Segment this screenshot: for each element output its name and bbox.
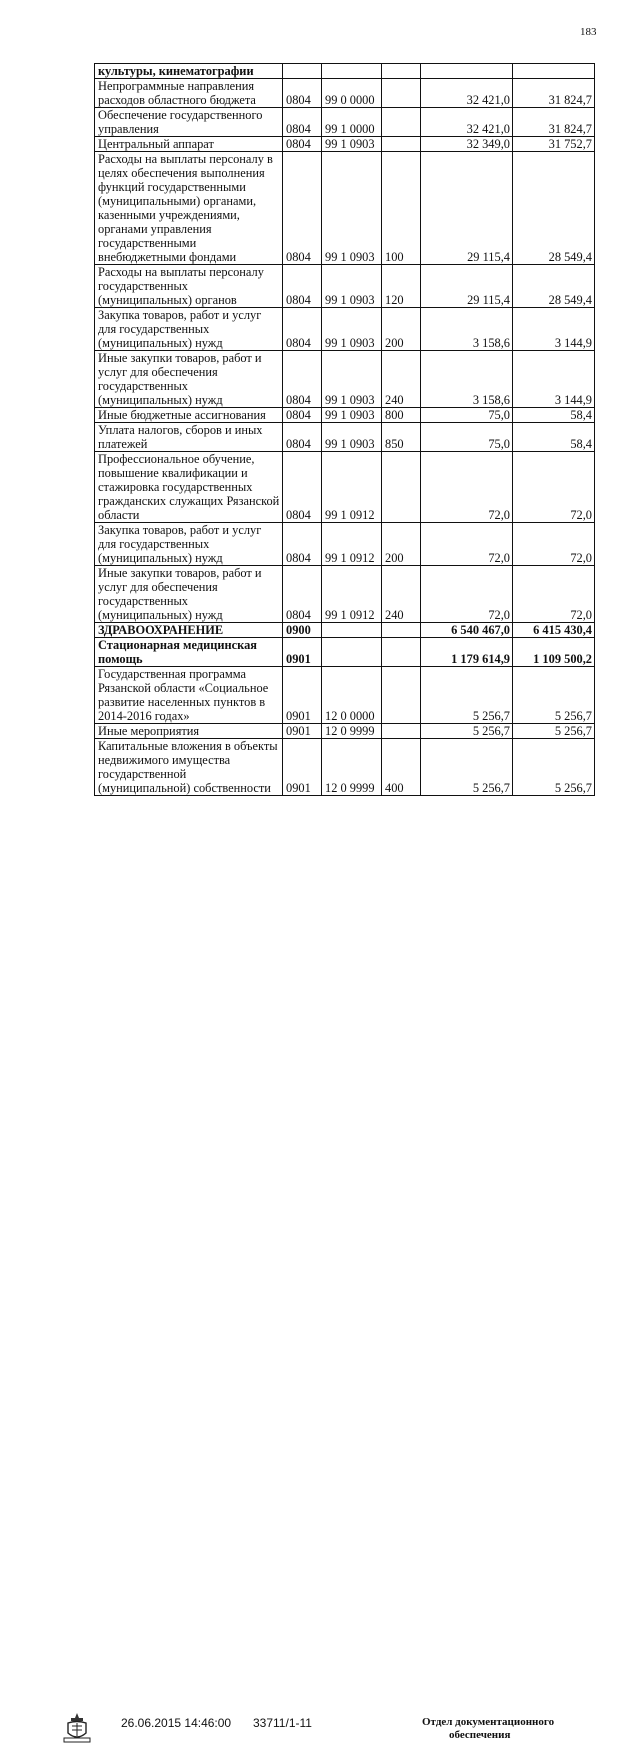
- table-row: [95, 152, 595, 265]
- expense-kind-cell: 850: [382, 423, 421, 452]
- amount-cell-1: 72,0: [421, 452, 513, 523]
- amount-cell-2: 3 144,9: [513, 308, 595, 351]
- amount-cell-1: 32 421,0: [421, 79, 513, 108]
- footer-date: 26.06.2015 14:46:00: [121, 1716, 232, 1730]
- article-code-cell: 99 1 0903: [322, 265, 382, 308]
- amount-cell-2: 72,0: [513, 452, 595, 523]
- amount-cell-2: 58,4: [513, 408, 595, 423]
- footer-document-code: 33711/1-11: [253, 1716, 312, 1730]
- section-code-cell: [283, 64, 322, 79]
- article-code-cell: 99 1 0912: [322, 523, 382, 566]
- footer-department-line1: Отдел документационного: [422, 1716, 555, 1728]
- article-code-cell: 99 1 0903: [322, 351, 382, 408]
- expense-kind-cell: 200: [382, 308, 421, 351]
- table-row: [95, 638, 595, 667]
- article-code-cell: [322, 638, 382, 667]
- section-code-cell: 0804: [283, 423, 322, 452]
- section-code-cell: 0804: [283, 108, 322, 137]
- expense-kind-cell: [382, 452, 421, 523]
- table-row: [95, 623, 595, 638]
- item-name-cell: Иные мероприятия: [95, 724, 283, 739]
- expense-kind-cell: 120: [382, 265, 421, 308]
- article-code-cell: 12 0 0000: [322, 667, 382, 724]
- table-row: [95, 566, 595, 623]
- amount-cell-2: 58,4: [513, 423, 595, 452]
- table-row: [95, 79, 595, 108]
- article-code-cell: 99 1 0912: [322, 452, 382, 523]
- section-code-cell: 0804: [283, 523, 322, 566]
- amount-cell-2: 5 256,7: [513, 739, 595, 796]
- expense-kind-cell: 240: [382, 351, 421, 408]
- section-code-cell: 0804: [283, 308, 322, 351]
- amount-cell-2: 72,0: [513, 523, 595, 566]
- item-name-cell: Капитальные вложения в объекты недвижимого имущества государственной (муниципальной) собственности: [95, 739, 283, 796]
- page-number: 183: [580, 26, 597, 38]
- table-row: [95, 739, 595, 796]
- expense-kind-cell: [382, 108, 421, 137]
- section-code-cell: 0804: [283, 351, 322, 408]
- article-code-cell: 99 1 0903: [322, 137, 382, 152]
- amount-cell-2: 5 256,7: [513, 724, 595, 739]
- section-code-cell: 0804: [283, 152, 322, 265]
- amount-cell-2: 5 256,7: [513, 667, 595, 724]
- table-row: [95, 351, 595, 408]
- amount-cell-1: 29 115,4: [421, 152, 513, 265]
- section-code-cell: 0901: [283, 638, 322, 667]
- item-name-cell: Обеспечение государственного управления: [95, 108, 283, 137]
- article-code-cell: 12 0 9999: [322, 739, 382, 796]
- article-code-cell: [322, 64, 382, 79]
- table-row: [95, 724, 595, 739]
- expense-kind-cell: [382, 623, 421, 638]
- article-code-cell: 99 1 0903: [322, 308, 382, 351]
- item-name-cell: ЗДРАВООХРАНЕНИЕ: [95, 623, 283, 638]
- expense-kind-cell: [382, 79, 421, 108]
- item-name-cell: Иные закупки товаров, работ и услуг для обеспечения государственных (муниципальных) нужд: [95, 566, 283, 623]
- amount-cell-1: 5 256,7: [421, 739, 513, 796]
- section-code-cell: 0900: [283, 623, 322, 638]
- expense-kind-cell: [382, 64, 421, 79]
- table-row: [95, 137, 595, 152]
- amount-cell-2: 31 752,7: [513, 137, 595, 152]
- amount-cell-1: 5 256,7: [421, 667, 513, 724]
- footer: [0, 858, 640, 1741]
- table-row: [95, 523, 595, 566]
- section-code-cell: 0804: [283, 137, 322, 152]
- section-code-cell: 0901: [283, 667, 322, 724]
- expense-kind-cell: 240: [382, 566, 421, 623]
- expense-kind-cell: [382, 137, 421, 152]
- amount-cell-2: 1 109 500,2: [513, 638, 595, 667]
- amount-cell-2: 31 824,7: [513, 108, 595, 137]
- amount-cell-1: 29 115,4: [421, 265, 513, 308]
- table-row: [95, 64, 595, 79]
- amount-cell-2: 72,0: [513, 566, 595, 623]
- item-name-cell: Расходы на выплаты персоналу в целях обеспечения выполнения функций государственными (муниципальными) органами, казенными учреждениями, органами управления государственными внебюджетными фондами: [95, 152, 283, 265]
- amount-cell-1: 32 421,0: [421, 108, 513, 137]
- expense-kind-cell: [382, 724, 421, 739]
- table-row: [95, 452, 595, 523]
- item-name-cell: Стационарная медицинская помощь: [95, 638, 283, 667]
- expense-kind-cell: [382, 667, 421, 724]
- amount-cell-1: 3 158,6: [421, 351, 513, 408]
- amount-cell-2: 28 549,4: [513, 152, 595, 265]
- section-code-cell: 0804: [283, 265, 322, 308]
- article-code-cell: 12 0 9999: [322, 724, 382, 739]
- table-row: [95, 423, 595, 452]
- article-code-cell: 99 1 0903: [322, 408, 382, 423]
- article-code-cell: 99 0 0000: [322, 79, 382, 108]
- amount-cell-2: 3 144,9: [513, 351, 595, 408]
- table-row: [95, 265, 595, 308]
- expense-kind-cell: 800: [382, 408, 421, 423]
- item-name-cell: Иные бюджетные ассигнования: [95, 408, 283, 423]
- item-name-cell: Иные закупки товаров, работ и услуг для обеспечения государственных (муниципальных) нужд: [95, 351, 283, 408]
- expense-kind-cell: 200: [382, 523, 421, 566]
- item-name-cell: Непрограммные направления расходов областного бюджета: [95, 79, 283, 108]
- amount-cell-1: 1 179 614,9: [421, 638, 513, 667]
- item-name-cell: Уплата налогов, сборов и иных платежей: [95, 423, 283, 452]
- amount-cell-1: 75,0: [421, 423, 513, 452]
- section-code-cell: 0804: [283, 566, 322, 623]
- coat-of-arms-icon: [62, 1711, 92, 1745]
- expense-kind-cell: [382, 638, 421, 667]
- amount-cell-1: 72,0: [421, 523, 513, 566]
- table-row: [95, 108, 595, 137]
- amount-cell-1: 32 349,0: [421, 137, 513, 152]
- expense-kind-cell: 100: [382, 152, 421, 265]
- section-code-cell: 0804: [283, 79, 322, 108]
- table-row: [95, 308, 595, 351]
- section-code-cell: 0804: [283, 452, 322, 523]
- article-code-cell: 99 1 0912: [322, 566, 382, 623]
- item-name-cell: Закупка товаров, работ и услуг для государственных (муниципальных) нужд: [95, 308, 283, 351]
- item-name-cell: Расходы на выплаты персоналу государственных (муниципальных) органов: [95, 265, 283, 308]
- amount-cell-1: 3 158,6: [421, 308, 513, 351]
- amount-cell-2: [513, 64, 595, 79]
- expense-kind-cell: 400: [382, 739, 421, 796]
- amount-cell-2: 28 549,4: [513, 265, 595, 308]
- item-name-cell: Центральный аппарат: [95, 137, 283, 152]
- budget-table: [94, 63, 595, 796]
- amount-cell-1: 5 256,7: [421, 724, 513, 739]
- table-row: [95, 667, 595, 724]
- item-name-cell: Государственная программа Рязанской области «Социальное развитие населенных пунктов в 2014-2016 годах»: [95, 667, 283, 724]
- amount-cell-1: 75,0: [421, 408, 513, 423]
- article-code-cell: 99 1 0903: [322, 423, 382, 452]
- item-name-cell: Профессиональное обучение, повышение квалификации и стажировка государственных гражданских служащих Рязанской области: [95, 452, 283, 523]
- amount-cell-2: 31 824,7: [513, 79, 595, 108]
- article-code-cell: [322, 623, 382, 638]
- amount-cell-2: 6 415 430,4: [513, 623, 595, 638]
- amount-cell-1: 6 540 467,0: [421, 623, 513, 638]
- amount-cell-1: 72,0: [421, 566, 513, 623]
- article-code-cell: 99 1 0000: [322, 108, 382, 137]
- item-name-cell: культуры, кинематографии: [95, 64, 283, 79]
- article-code-cell: 99 1 0903: [322, 152, 382, 265]
- section-code-cell: 0901: [283, 724, 322, 739]
- item-name-cell: Закупка товаров, работ и услуг для государственных (муниципальных) нужд: [95, 523, 283, 566]
- section-code-cell: 0804: [283, 408, 322, 423]
- footer-department-line2: обеспечения: [449, 1729, 511, 1741]
- table-row: [95, 408, 595, 423]
- amount-cell-1: [421, 64, 513, 79]
- section-code-cell: 0901: [283, 739, 322, 796]
